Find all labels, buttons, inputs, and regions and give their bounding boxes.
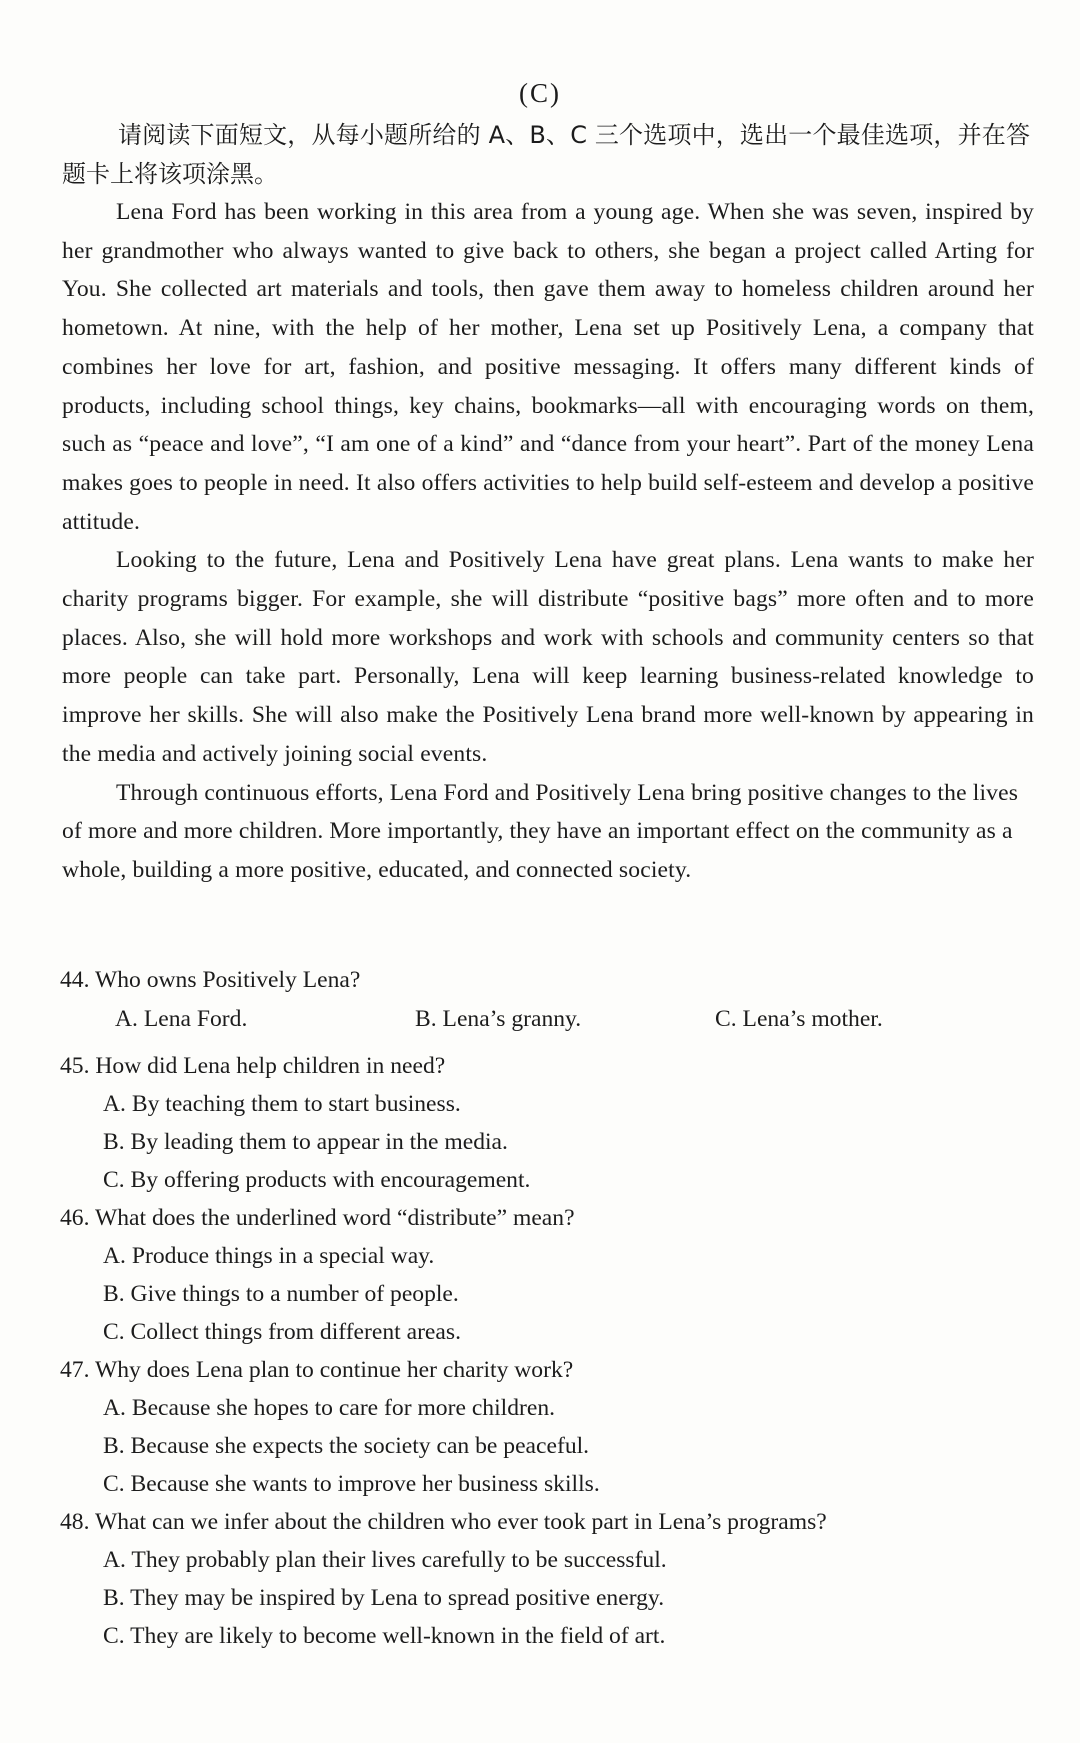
question-46: [60, 1199, 1040, 1351]
option-a: A. Lena Ford.: [115, 1006, 248, 1032]
instructions: 请阅读下面短文，从每小题所给的 A、B、C 三个选项中，选出一个最佳选项，并在答题卡上将该项涂黑。: [62, 121, 1030, 188]
option-c: C. Collect things from different areas.: [103, 1319, 461, 1345]
passage-paragraph: Through continuous efforts, Lena Ford and Positively Lena bring positive changes to the lives of more and more children. More importantly, they have an important effect on the community as a whole, building a more positive, educated, and connected society.: [62, 779, 1019, 883]
question-list: [60, 961, 1040, 1655]
question-47: [60, 1351, 1040, 1503]
option-c: C. By offering products with encouragement.: [103, 1167, 531, 1193]
question-stem: 47. Why does Lena plan to continue her charity work?: [60, 1357, 574, 1383]
question-stem: 46. What does the underlined word “distribute” mean?: [60, 1205, 575, 1231]
reading-passage: [62, 193, 1034, 890]
question-stem: 45. How did Lena help children in need?: [60, 1053, 446, 1079]
option-row: [60, 999, 1040, 1039]
option-c: C. They are likely to become well-known in the field of art.: [103, 1623, 666, 1649]
option-a: A. Because she hopes to care for more children.: [103, 1395, 556, 1421]
question-45: [60, 1047, 1040, 1199]
passage-paragraph: Lena Ford has been working in this area from a young age. When she was seven, inspired by her grandmother who always wanted to give back to others, she began a project called Arting for You. She collected art materials and tools, then gave them away to homeless children around her hometown. At nine, with the help of her mother, Lena set up Positively Lena, a company that combines her love for art, fashion, and positive messaging. It offers many different kinds of products, including school things, key chains, bookmarks—all with encouraging words on them, such as “peace and love”, “I am one of a kind” and “dance from your heart”. Part of the money Lena makes goes to people in need. It also offers activities to help build self-esteem and develop a positive attitude.: [62, 199, 1034, 535]
passage-paragraph: Looking to the future, Lena and Positively Lena have great plans. Lena wants to make her charity programs bigger. For example, she will distribute “positive bags” more often and to more places. Also, she will hold more workshops and work with schools and community centers so that more people can take part. Personally, Lena will keep learning business-related knowledge to improve her skills. She will also make the Positively Lena brand more well-known by appearing in the media and actively joining social events.: [62, 547, 1034, 767]
question-stem: 44. Who owns Positively Lena?: [60, 967, 361, 993]
option-b: B. Give things to a number of people.: [103, 1281, 459, 1307]
option-a: A. Produce things in a special way.: [103, 1243, 435, 1269]
question-48: [60, 1503, 1040, 1655]
option-c: C. Because she wants to improve her business skills.: [103, 1471, 600, 1497]
option-b: B. Lena’s granny.: [415, 1006, 582, 1032]
option-b: B. Because she expects the society can be peaceful.: [103, 1433, 590, 1459]
question-44: [60, 961, 1040, 1039]
section-label: (C): [519, 78, 561, 108]
option-b: B. They may be inspired by Lena to spread positive energy.: [103, 1585, 665, 1611]
option-a: A. By teaching them to start business.: [103, 1091, 461, 1117]
option-b: B. By leading them to appear in the media.: [103, 1129, 508, 1155]
option-c: C. Lena’s mother.: [715, 1006, 883, 1032]
option-a: A. They probably plan their lives carefully to be successful.: [103, 1547, 667, 1573]
question-stem: 48. What can we infer about the children who ever took part in Lena’s programs?: [60, 1509, 827, 1535]
